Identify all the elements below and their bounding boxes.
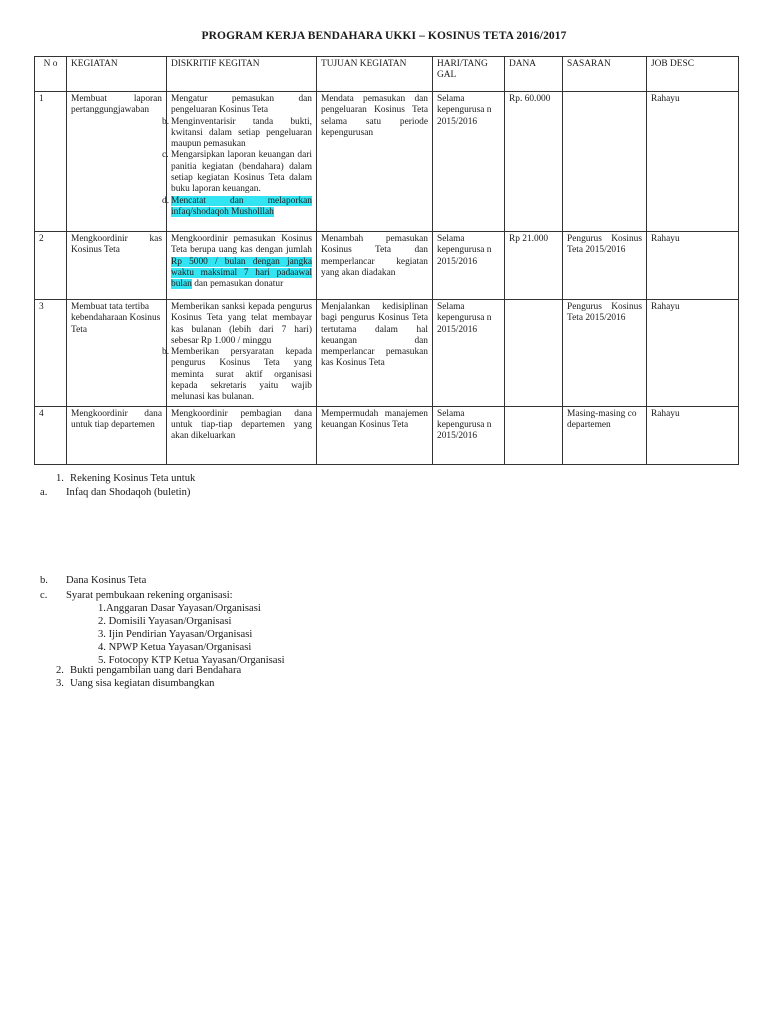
cell-dana: Rp 21.000 — [505, 232, 563, 300]
header-job: JOB DESC — [647, 57, 739, 92]
cell-deskripsi: Mengkoordinir pembagian dana untuk tiap-tiap departemen yang akan dikeluarkan — [167, 406, 317, 464]
cell-tujuan: Mendata pemasukan dan pengeluaran Kosinus Teta selama satu periode kepengurusan — [317, 92, 433, 232]
cell-no: 2 — [35, 232, 67, 300]
note-marker: b. — [40, 575, 48, 586]
syarat-item: 3. Ijin Pendirian Yayasan/Organisasi — [98, 629, 253, 640]
cell-job: Rahayu — [647, 406, 739, 464]
header-no: N o — [35, 57, 67, 92]
deskripsi-text: Mengkoordinir pemasukan Kosinus Teta berupa uang kas dengan jumlah — [171, 234, 312, 256]
header-hari: HARI/TANG GAL — [433, 57, 505, 92]
cell-job: Rahayu — [647, 300, 739, 407]
note-marker: a. — [40, 487, 48, 498]
header-kegiatan: KEGIATAN — [67, 57, 167, 92]
deskripsi-text: dan pemasukan donatur — [191, 279, 284, 290]
document-title: PROGRAM KERJA BENDAHARA UKKI – KOSINUS TETA 2016/2017 — [201, 30, 567, 42]
cell-kegiatan: Mengkoordinir kas Kosinus Teta — [67, 232, 167, 300]
list-item-text: Memberikan sanksi kepada pengurus Kosinus Teta yang telat membayar kas bulanan (lebih dari 7 hari) sebesar Rp 1.000 / minggu — [171, 302, 312, 346]
syarat-item: 2. Domisili Yayasan/Organisasi — [98, 616, 232, 627]
cell-tujuan: Menambah pemasukan Kosinus Teta dan memperlancar kegiatan yang akan diadakan — [317, 232, 433, 300]
cell-sasaran: Masing-masing co departemen — [563, 406, 647, 464]
cell-dana: Rp. 60.000 — [505, 92, 563, 232]
header-tujuan: TUJUAN KEGIATAN — [317, 57, 433, 92]
highlighted-text: Rp 5000 / bulan dengan jangka waktu maksimal 7 hari padaawal bulan — [171, 256, 312, 290]
header-deskripsi: DISKRITIF KEGITAN — [167, 57, 317, 92]
note-uang-sisa: Uang sisa kegiatan disumbangkan — [70, 678, 215, 689]
list-marker: b. — [162, 347, 170, 358]
cell-sasaran: Pengurus Kosinus Teta 2015/2016 — [563, 300, 647, 407]
highlighted-text: Mencatat dan melaporkan infaq/shodaqoh Musholllah — [171, 195, 312, 217]
note-marker: 2. — [56, 665, 64, 676]
cell-job: Rahayu — [647, 232, 739, 300]
cell-hari: Selama kepengurusa n 2015/2016 — [433, 300, 505, 407]
cell-hari: Selama kepengurusa n 2015/2016 — [433, 92, 505, 232]
syarat-item: 4. NPWP Ketua Yayasan/Organisasi — [98, 642, 252, 653]
list-item-text: Mengatur pemasukan dan pengeluaran Kosinus Teta — [171, 94, 312, 116]
note-infaq: Infaq dan Shodaqoh (buletin) — [66, 487, 191, 498]
list-item-text: Mengarsipkan laporan keuangan dari panitia kegiatan (bendahara) dalam setiap kegiatan Kosinus Teta dalam buku laporan keuangan. — [171, 150, 312, 195]
note-bukti: Bukti pengambilan uang dari Bendahara — [70, 665, 242, 676]
cell-kegiatan: Membuat laporan pertanggungjawaban — [67, 92, 167, 232]
note-marker: c. — [40, 590, 48, 601]
cell-hari: Selama kepengurusa n 2015/2016 — [433, 406, 505, 464]
cell-job: Rahayu — [647, 92, 739, 232]
cell-kegiatan: Membuat tata tertiba kebendaharaan Kosinus Teta — [67, 300, 167, 407]
cell-no: 3 — [35, 300, 67, 407]
cell-tujuan: Mempermudah manajemen keuangan Kosinus Teta — [317, 406, 433, 464]
list-marker: b. — [162, 116, 170, 127]
note-marker: 3. — [56, 678, 64, 689]
cell-no: 4 — [35, 406, 67, 464]
syarat-item: 5. Fotocopy KTP Ketua Yayasan/Organisasi — [98, 655, 285, 666]
note-syarat: Syarat pembukaan rekening organisasi: — [66, 590, 233, 601]
cell-sasaran: Pengurus Kosinus Teta 2015/2016 — [563, 232, 647, 300]
cell-kegiatan: Mengkoordinir dana untuk tiap departemen — [67, 406, 167, 464]
note-marker: 1. — [56, 473, 64, 484]
cell-tujuan: Menjalankan kedisiplinan bagi pengurus Kosinus Teta tertutama dalam hal keuangan dan memperlancar pemasukan kas Kosinus Teta — [317, 300, 433, 407]
list-item-text: Memberikan persyaratan kepada pengurus Kosinus Teta yang meminta surat aktif organisasi kepada sekretaris yaitu wajib melunasi kas bulanan. — [171, 347, 312, 403]
note-dana: Dana Kosinus Teta — [66, 575, 147, 586]
syarat-item: 1.Anggaran Dasar Yayasan/Organisasi — [98, 603, 261, 614]
note-rekening: Rekening Kosinus Teta untuk — [70, 473, 196, 484]
list-marker: c. — [162, 150, 169, 161]
cell-no: 1 — [35, 92, 67, 232]
list-item-text: Menginventarisir tanda bukti, kwitansi dalam setiap pengeluaran maupun pemasukan — [171, 116, 312, 150]
header-sasaran: SASARAN — [563, 57, 647, 92]
cell-hari: Selama kepengurusa n 2015/2016 — [433, 232, 505, 300]
header-dana: DANA — [505, 57, 563, 92]
list-marker: d. — [162, 195, 170, 206]
